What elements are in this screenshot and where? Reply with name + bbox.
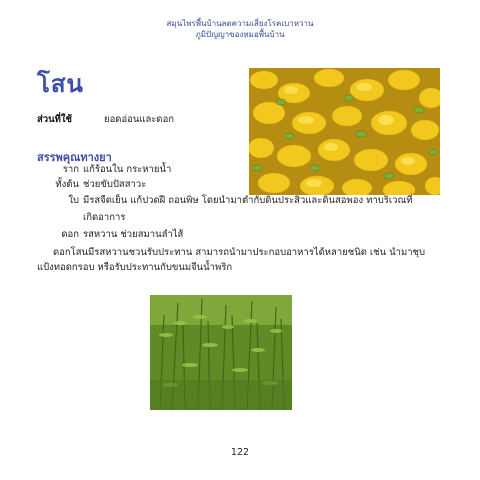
properties-heading: สรรพคุณทางยา [37,151,112,164]
property-part: ใบ [68,195,79,206]
plants-illustration [150,295,292,410]
property-text: รสหวาน ช่วยสมานลำไส้ [83,229,184,240]
description-line-2: แป้งทอดกรอบ หรือรับประทานกับขนมจีนน้ำพริก [37,262,233,273]
property-part: ทั้งต้น [55,179,79,190]
property-text: มีรสจืดเย็น แก้ปวดฝี ถอนพิษ โดยนำมาตำกับดินประสิวและดินสอพอง ทาบริเวณที่ [83,195,413,206]
part-used-value: ยอดอ่อนและดอก [104,114,175,125]
flowers-illustration [249,68,440,195]
description-line-1: ดอกโสนมีรสหวานชวนรับประทาน สามารถนำมาประกอบอาหารได้หลายชนิด เช่น นำมาชุบ [53,247,426,258]
plant-title: โสน [37,70,84,98]
part-used-label: ส่วนที่ใช้ [37,114,72,125]
property-text: ช่วยขับปัสสาวะ [83,179,147,190]
description-paragraph [37,245,437,275]
plants-photo [150,295,292,410]
property-part: ดอก [61,229,79,240]
property-text: แก้ร้อนใน กระหายน้ำ [83,164,172,175]
property-text: เกิดอาการ [83,212,126,223]
page-number: 122 [230,447,250,458]
flowers-photo [249,68,440,195]
header-line-1: สมุนไพรพื้นบ้านลดความเสี่ยงโรคเบาหวาน [166,19,314,28]
property-part: ราก [62,164,79,175]
running-header [0,18,480,40]
header-line-2: ภูมิปัญญาของหมอพื้นบ้าน [195,30,285,39]
